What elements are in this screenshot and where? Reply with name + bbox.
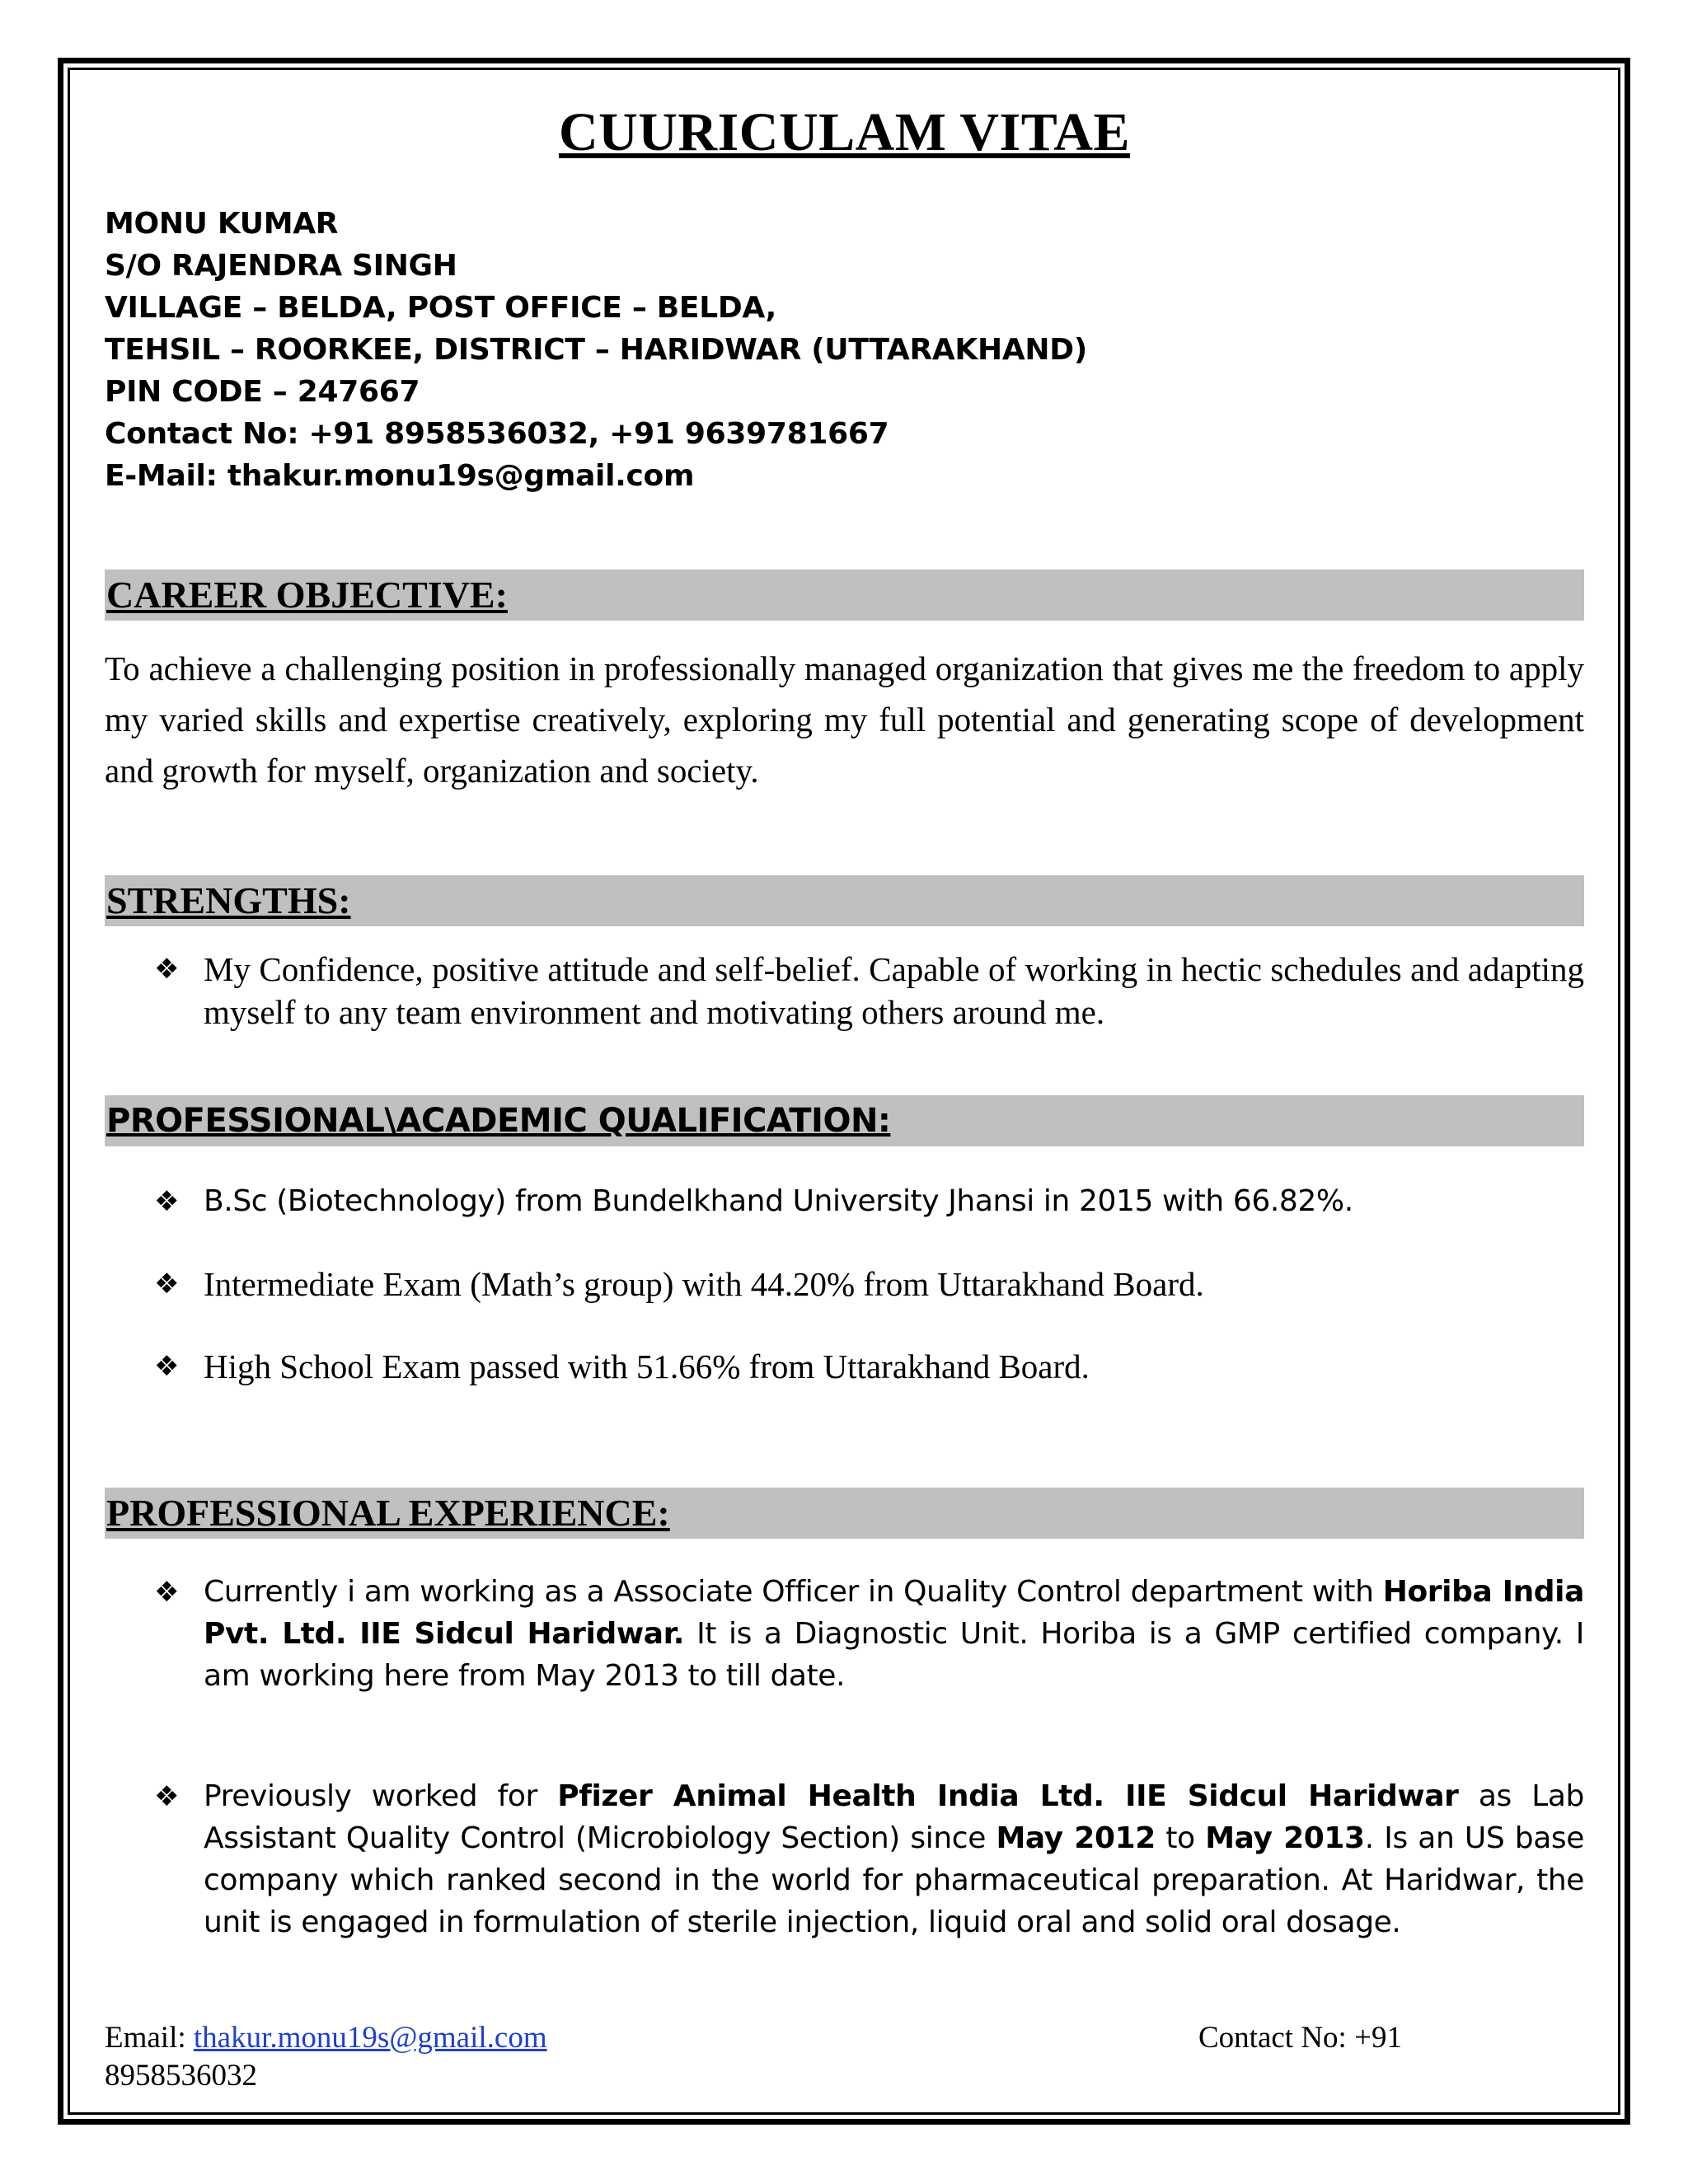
qualification-text: Intermediate Exam (Math’s group) with 44.20% from Uttarakhand Board. bbox=[204, 1265, 1204, 1303]
diamond-bullet-icon: ❖ bbox=[154, 1350, 180, 1383]
contact-numbers: Contact No: +91 8958536032, +91 9639781667 bbox=[105, 417, 889, 451]
document-title: CUURICULAM VITAE bbox=[558, 102, 1131, 162]
diamond-bullet-icon: ❖ bbox=[154, 1268, 180, 1301]
section-heading: PROFESSIONAL\ACADEMIC QUALIFICATION: bbox=[106, 1102, 891, 1140]
footer-contact-number: 8958536032 bbox=[105, 2059, 257, 2093]
footer-email-link[interactable]: thakur.monu19s@gmail.com bbox=[193, 2021, 547, 2055]
company-name: Horiba India Pvt. Ltd. IIE Sidcul Haridwar. bbox=[204, 1575, 1585, 1651]
experience-text: Previously worked for Pfizer Animal Health India Ltd. IIE Sidcul Haridwar as Lab Assistant Quality Control (Microbiology Section) since May 2012 to May 2013. Is an US base company which ranked second in the world for pharmaceutical preparation. At Haridwar, the unit is engaged in formulation of sterile injection, liquid oral and solid oral dosage. bbox=[204, 1779, 1585, 1939]
list-item bbox=[154, 1345, 1584, 1388]
list-item bbox=[154, 948, 1584, 1033]
personal-details bbox=[105, 203, 1087, 497]
career-objective-text: To achieve a challenging position in professionally managed organization that gives me the freedom to apply my varied skills and expertise creatively, exploring my full potential and generating scope of development and growth for myself, organization and society. bbox=[105, 649, 1584, 790]
footer-contact-label: Contact No: +91 bbox=[1198, 2021, 1402, 2055]
email-address: E-Mail: thakur.monu19s@gmail.com bbox=[105, 459, 695, 493]
qualification-text: B.Sc (Biotechnology) from Bundelkhand University Jhansi in 2015 with 66.82%. bbox=[204, 1184, 1353, 1218]
address-line-1: VILLAGE – BELDA, POST OFFICE – BELDA, bbox=[105, 291, 777, 325]
diamond-bullet-icon: ❖ bbox=[154, 953, 180, 986]
list-item bbox=[154, 1263, 1584, 1305]
section-strengths bbox=[105, 875, 1584, 926]
strength-text: My Confidence, positive attitude and self-belief. Capable of working in hectic schedules and adapting myself to any team environment and motivating others around me. bbox=[204, 950, 1584, 1031]
diamond-bullet-icon: ❖ bbox=[154, 1576, 180, 1609]
list-item bbox=[154, 1571, 1584, 1697]
start-date: May 2012 bbox=[996, 1821, 1156, 1855]
list-item bbox=[154, 1180, 1584, 1222]
section-heading: PROFESSIONAL EXPERIENCE: bbox=[106, 1492, 670, 1534]
page-footer bbox=[105, 2019, 1584, 2095]
end-date: May 2013 bbox=[1205, 1821, 1365, 1855]
diamond-bullet-icon: ❖ bbox=[154, 1780, 180, 1813]
company-name: Pfizer Animal Health India Ltd. IIE Sidcul Haridwar bbox=[557, 1779, 1459, 1813]
section-qualification bbox=[105, 1095, 1584, 1146]
section-heading: STRENGTHS: bbox=[106, 879, 351, 921]
parent-name: S/O RAJENDRA SINGH bbox=[105, 249, 457, 283]
experience-text: Currently i am working as a Associate Officer in Quality Control department with Horiba India Pvt. Ltd. IIE Sidcul Haridwar. It is a Diagnostic Unit. Horiba is a GMP certified company. I am working here from May 2013 to till date. bbox=[204, 1575, 1585, 1693]
qualification-text: High School Exam passed with 51.66% from Uttarakhand Board. bbox=[204, 1347, 1090, 1385]
diamond-bullet-icon: ❖ bbox=[154, 1185, 180, 1218]
pin-code: PIN CODE – 247667 bbox=[105, 375, 420, 409]
footer-email-label: Email: bbox=[105, 2021, 194, 2055]
section-experience bbox=[105, 1488, 1584, 1539]
section-heading: CAREER OBJECTIVE: bbox=[106, 574, 508, 616]
list-item bbox=[154, 1775, 1584, 1943]
address-line-2: TEHSIL – ROORKEE, DISTRICT – HARIDWAR (UTTARAKHAND) bbox=[105, 333, 1087, 367]
candidate-name: MONU KUMAR bbox=[105, 207, 339, 241]
section-career-objective bbox=[105, 569, 1584, 621]
